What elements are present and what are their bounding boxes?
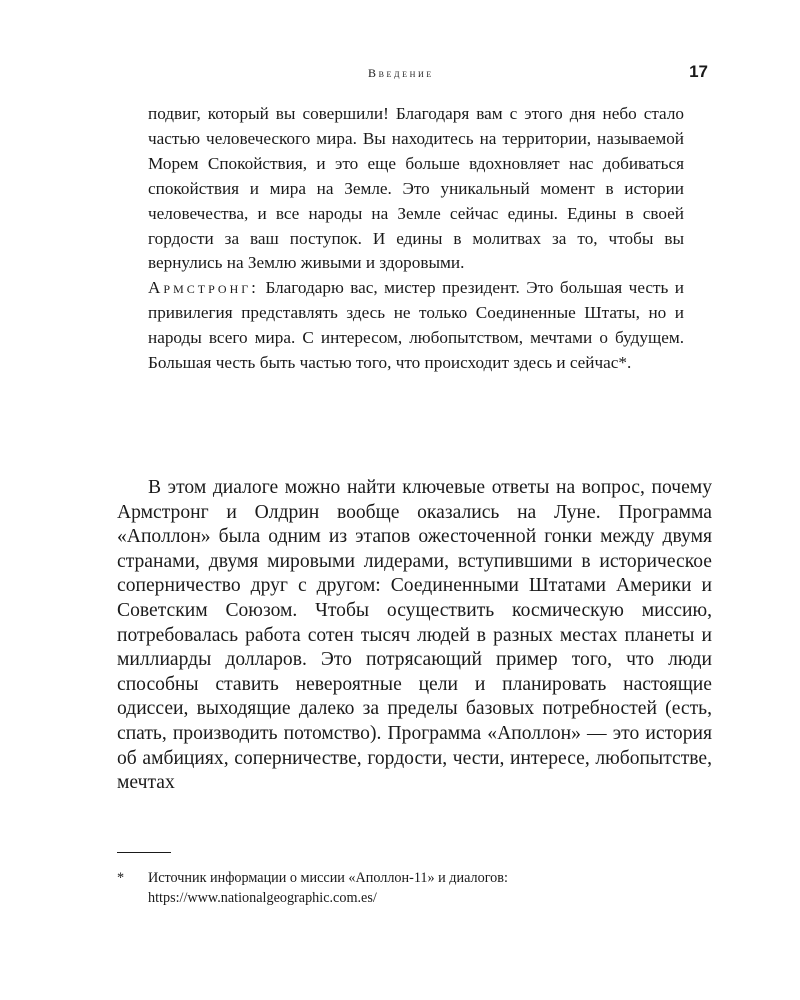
- quote-text-armstrong: Благодарю вас, мистер президент. Это большая честь и привилегия представлять здесь не только Соединенные Штаты, но и народы всего мира. С интересом, любопытством, мечтами о будущем. Большая честь быть частью того, что происходит здесь и сейчас*.: [148, 278, 685, 373]
- footnote-marker: *: [117, 870, 125, 886]
- quoted-dialogue: [148, 102, 684, 376]
- body-text: [117, 476, 712, 796]
- running-head: [0, 64, 800, 84]
- page-number: 17: [689, 62, 708, 81]
- quote-paragraph-armstrong: [148, 276, 684, 376]
- speaker-name: Армстронг:: [148, 278, 259, 298]
- footnote-divider: [117, 852, 171, 853]
- body-paragraph: В этом диалоге можно найти ключевые ответы на вопрос, почему Армстронг и Олдрин вообще оказались на Луне. Программа «Аполлон» была одним из этапов ожесточенной гонки между двумя странами, двумя мировыми лидерами, вступившими в историческое соперничество друг с другом: Соединенными Штатами Америки и Советским Союзом. Чтобы осуществить космическую миссию, потребовалась работа сотен тысяч людей в разных местах планеты и миллиарды долларов. Это потрясающий пример того, что люди способны ставить невероятные цели и планировать настоящие одиссеи, выходящие далеко за пределы базовых потребностей (есть, спать, производить потомство). Программа «Аполлон» — это история об амбициях, соперничестве, гордости, чести, интересе, любопытстве, мечтах: [117, 477, 712, 794]
- quote-paragraph-president: подвиг, который вы совершили! Благодаря вам с этого дня небо стало частью человеческого мира. Вы находитесь на территории, называемой Морем Спокойствия, и это еще больше вдохновляет нас добиваться спокойствия и мира на Земле. Это уникальный момент в истории человечества, и все народы на Земле сейчас едины. Едины в своей гордости за ваш поступок. И едины в молитвах за то, чтобы вы вернулись на Землю живыми и здоровыми.: [148, 104, 684, 273]
- footnote-text: Источник информации о миссии «Аполлон-11» и диалогов: https://www.nationalgeographic.com.es/: [148, 870, 508, 906]
- footnote: [117, 868, 712, 908]
- section-title: Введение: [368, 66, 434, 80]
